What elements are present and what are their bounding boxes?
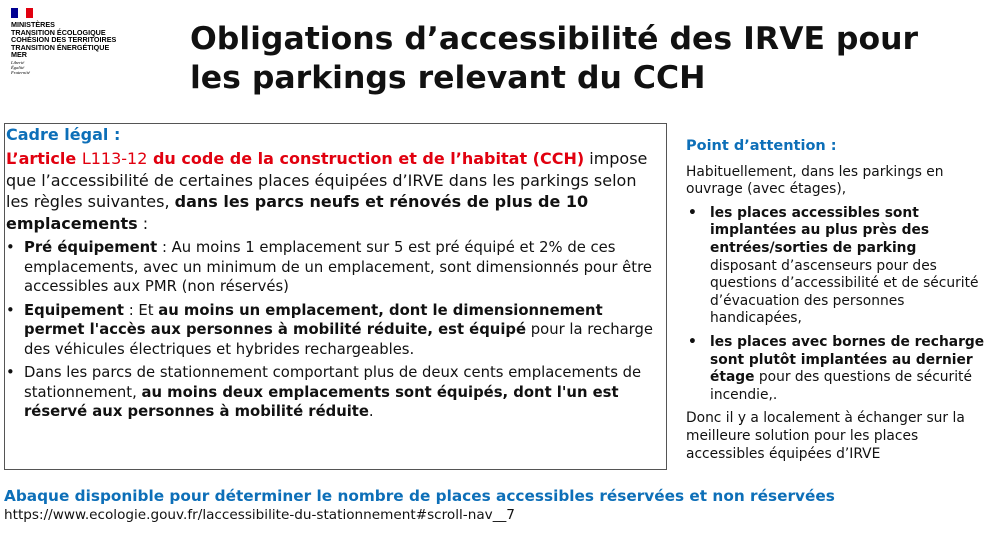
rule-text: Dans les parcs de stationnement comportant plus de deux cents emplacements de stationnement, — [24, 364, 642, 401]
list-item — [686, 334, 986, 404]
attention-heading: Point d’attention : — [686, 138, 837, 154]
ministry-name — [11, 21, 171, 59]
bullet-icon: • — [6, 239, 15, 256]
bullet-icon: • — [6, 364, 15, 381]
article-prefix: L’article — [6, 149, 82, 168]
rule-emphasis: au moins un emplacement, dont le dimensionnement permet l'accès aux personnes à mobilité réduite, est équipé — [24, 301, 603, 338]
bullet-icon: • — [6, 301, 15, 319]
attention-emphasis: les places accessibles sont implantées au plus près des entrées/sorties de parking — [710, 204, 930, 256]
title-line-2: les parkings relevant du CCH — [190, 60, 706, 96]
bullet-icon: • — [688, 204, 697, 221]
ministry-line: COHÉSION DES TERRITOIRES — [11, 35, 117, 45]
rule-label: Pré équipement — [24, 239, 158, 256]
legal-heading: Cadre légal : — [6, 125, 121, 144]
ministry-line: TRANSITION ÉNERGÉTIQUE — [11, 42, 110, 52]
rule-text: : Et — [124, 301, 159, 319]
motto-line: Fraternité — [11, 69, 30, 75]
title-line-1: Obligations d’accessibilité des IRVE pour — [190, 21, 919, 57]
list-item — [5, 301, 662, 360]
flag-stripe-white — [18, 8, 25, 18]
rule-end: . — [368, 403, 374, 420]
republic-motto — [11, 60, 171, 75]
list-item — [5, 238, 662, 297]
motto-line: Égalité — [11, 64, 25, 70]
attention-conclusion: Donc il y a localement à échanger sur la meilleure solution pour les places accessibles équipées d’IRVE — [686, 410, 965, 462]
rule-text: : Au moins 1 emplacement sur 5 est pré équipé et 2% de ces emplacements, avec un minimum de un emplacement, sont dimensionnés pour être accessibles aux PMR (non réservés) — [24, 239, 652, 295]
article-suffix: du code de la construction et de l’habitat (CCH) — [147, 149, 585, 168]
attention-text: disposant d’ascenseurs pour des questions d’accessibilité et de sécurité d’évacuation des personnes handicapées, — [710, 257, 979, 327]
legal-rules-list — [5, 238, 662, 422]
rule-label: Equipement — [24, 301, 124, 319]
ministry-line: MER — [11, 50, 27, 60]
french-flag-icon — [11, 8, 33, 18]
reference-url-link[interactable]: https://www.ecologie.gouv.fr/laccessibilite-du-stationnement#scroll-nav__7 — [4, 507, 515, 523]
intro-body: impose que l’accessibilité de certaines places équipées d’IRVE dans les parkings selon les règles suivantes, — [6, 149, 648, 211]
intro-end: : — [137, 213, 149, 233]
flag-stripe-red — [26, 8, 33, 18]
list-item — [5, 363, 662, 422]
attention-text: pour des questions de sécurité incendie,. — [710, 369, 972, 403]
intro-emphasis: dans les parcs neufs et rénovés de plus de 10 emplacements — [6, 192, 589, 233]
ministry-logo — [11, 8, 171, 75]
abaque-heading: Abaque disponible pour déterminer le nombre de places accessibles réservées et non réservées — [4, 487, 835, 505]
motto-line: Liberté — [11, 59, 25, 65]
legal-framework-box — [4, 123, 667, 470]
rule-emphasis: au moins deux emplacements sont équipés, dont l'un est réservé aux personnes à mobilité réduite — [24, 383, 619, 420]
article-number: L113-12 — [81, 149, 148, 168]
legal-intro — [5, 148, 662, 234]
page-title — [190, 20, 990, 98]
flag-stripe-blue — [11, 8, 18, 18]
ministry-line: MINISTÈRES — [11, 20, 55, 29]
list-item — [686, 205, 986, 328]
ministry-line: TRANSITION ÉCOLOGIQUE — [11, 27, 106, 37]
attention-list — [686, 205, 986, 405]
attention-panel — [686, 138, 986, 463]
bullet-icon: • — [688, 333, 697, 350]
rule-text: pour la recharge des véhicules électriques et hybrides rechargeables. — [24, 321, 654, 358]
attention-intro: Habituellement, dans les parkings en ouvrage (avec étages), — [686, 163, 944, 198]
attention-emphasis: les places avec bornes de recharge sont plutôt implantées au dernier étage — [710, 333, 985, 386]
